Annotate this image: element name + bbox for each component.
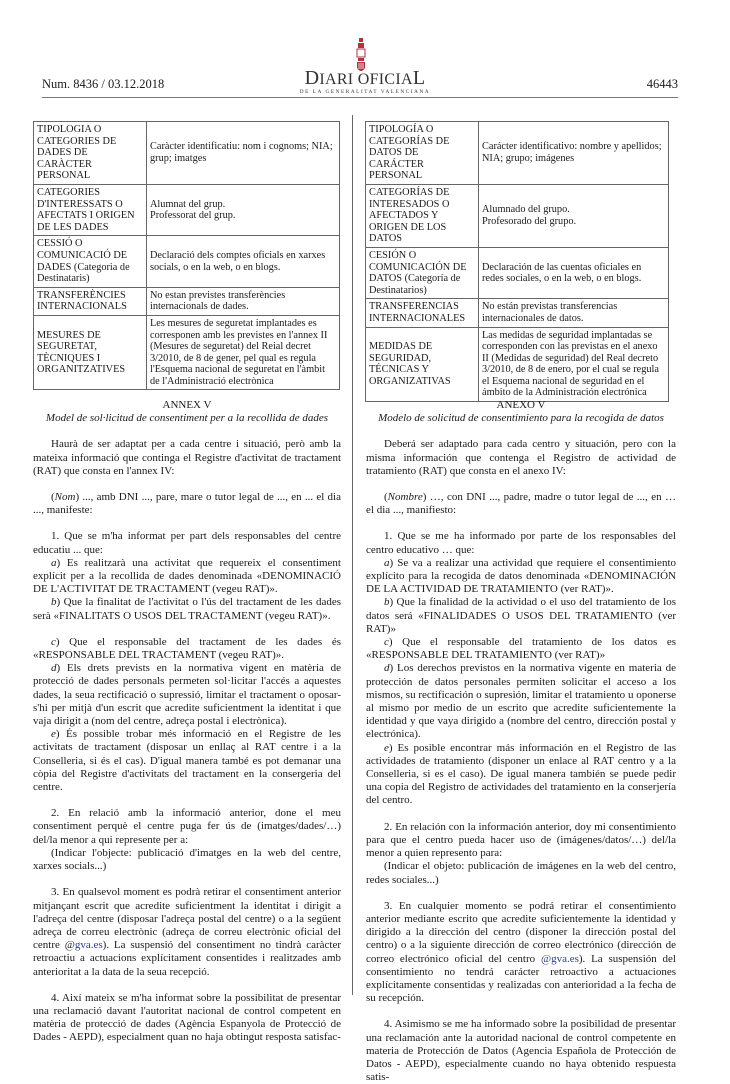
table-value: Alumnado del grupo. Profesorado del grupo.	[479, 184, 669, 247]
table-row	[34, 184, 340, 235]
item-d-text: ) Los derechos previstos en la normativa vigente en materia de protección de datos personales permiten solicitar el acceso a los mismos, su rectificación o supresión, limitar el tratamiento u oponerse al mismo por medio de un escrito que acredite suficientemente la identidad y que vaya dirigido a (nombre del centro, dirección postal y electrónica).	[366, 662, 676, 741]
table-row	[34, 315, 340, 390]
annex-subtitle: Model de sol·licitud de consentiment per a la recollida de dades	[45, 412, 329, 425]
paragraph-2: 2. En relació amb la informació anterior, done el meu consentiment perquè el centre puga fer ús de (imatges/dades/…) del/la menor a qui represente per a:	[33, 807, 341, 846]
header-rule	[42, 97, 678, 98]
item-c	[33, 636, 341, 662]
paragraph-4: 4. Així mateix se m'ha informat sobre la possibilitat de presentar una reclamació davant l'autoritat nacional de control competent en matèria de protecció de dades (Agència Espanyola de Protecció de Dades - AEPD), especialment quan no haja obtingut resposta satisfac-	[33, 991, 341, 1044]
item-b-text: ) Que la finalitat de l'activitat o l'ús del tractament de les dades serà «FINALITATS O USOS DEL TRACTAMENT (vegeu RAT)».	[33, 596, 341, 622]
item-b-label: b	[384, 596, 390, 609]
column-divider	[352, 115, 353, 995]
rat-table-spanish	[365, 121, 669, 402]
item-d-text: ) Els drets prevists en la normativa vigent en matèria de protecció de dades personals permeten sol·licitar l'accés a aquestes dades, la seua rectificació o supressió, limitar el tractament o oposar-s'hi per mitjà d'un escrit que acredite suficientment la identitat i que vaja dirigit a (nom del centre, adreça postal i electrònica).	[33, 662, 341, 728]
intro-paragraph: Deberá ser adaptado para cada centro y situación, pero con la misma información que contenga el Registro de actividad de tratamiento (RAT) que consta en el anexo IV:	[366, 438, 676, 477]
paragraph-3-text: 3. En cualquier momento se podrá retirar el consentimiento anterior mediante escrito que acredite suficientemente la identidad y dirigido a la dirección del centro (disponer la dirección postal del centro) o a la siguiente dirección de correo electrónico (dirección de correo electrónico oficial del centro	[366, 899, 676, 965]
paragraph-1: 1. Que se me ha informado por parte de los responsables del centro educativo … que:	[366, 530, 676, 556]
item-e-text: ) Es posible encontrar más información en el Registro de las actividades de tratamiento (disponer un enlace al RAT centro y a la Conselleria, si es el caso). De igual manera también se puede pedir una copia del Registro de actividades del tratamiento en la conserjería del centro.	[366, 741, 676, 807]
table-row	[34, 287, 340, 315]
table-row	[366, 299, 669, 327]
email-domain-link[interactable]: gva.es	[74, 939, 103, 952]
item-c	[366, 636, 676, 662]
table-row	[366, 122, 669, 185]
table-value: Carácter identificativo: nombre y apellidos; NIA; grupo; imágenes	[479, 122, 669, 185]
table-row	[34, 236, 340, 287]
item-e-text: ) És possible trobar més informació en el Registre de les activitats de tractament (disposar un enllaç al RAT centre i a la Conselleria, si és el cas). D'igual manera també es pot demanar una còpia del Registre d'activitats del tractament en la consergeria del centre.	[33, 728, 341, 794]
item-a	[366, 557, 676, 597]
item-c-label: c	[384, 636, 389, 649]
table-value: Caràcter identificatiu: nom i cognoms; NIA; grup; imatges	[147, 122, 340, 185]
table-key: CATEGORÍAS DE INTERESADOS O AFECTADOS Y ORIGEN DE LOS DATOS	[366, 184, 479, 247]
item-a-text: ) Se va a realizar una actividad que requiere el consentimiento explícito para la recogida de datos denominada «DENOMINACIÓN DE LA ACTIVIDAD DE TRATAMIENTO (ver RAT)».	[366, 556, 676, 596]
table-value: Declaración de las cuentas oficiales en redes sociales, o en la web, o en blogs.	[479, 247, 669, 298]
item-a	[33, 557, 341, 597]
table-row	[366, 327, 669, 402]
item-b	[366, 596, 676, 636]
table-value: No estan previstes transferències internacionals de dades.	[147, 287, 340, 315]
item-e	[366, 742, 676, 808]
email-domain-link[interactable]: @gva.es	[540, 952, 579, 965]
name-label: Nom	[54, 491, 76, 504]
brand-title	[285, 67, 445, 89]
paragraph-3	[33, 886, 341, 978]
table-row	[34, 122, 340, 185]
paragraph-2-indicate: (Indicar l'objecte: publicació d'imatges en la web del centre, xarxes socials...)	[33, 846, 341, 873]
item-c-text: ) Que el responsable del tractament de les dades és «RESPONSABLE DEL TRACTAMENT (vegeu RAT)».	[33, 635, 341, 662]
item-c-text: ) Que el responsable del tratamiento de los datos es «RESPONSABLE DEL TRATAMIENTO (ver RAT)»	[366, 636, 676, 662]
item-e-label: e	[384, 741, 389, 754]
name-paragraph: (Nombre) …, con DNI ..., padre, madre o tutor legal de ..., en … el dia ..., manifiesto:	[366, 491, 676, 517]
item-e-label: e	[51, 728, 56, 741]
table-value: Declaració dels comptes oficials en xarxes socials, o en la web, o en blogs.	[147, 236, 340, 287]
generalitat-coat-of-arms-icon	[356, 38, 366, 74]
rat-table-valencian	[33, 121, 340, 390]
table-row	[366, 247, 669, 298]
item-a-label: a	[384, 556, 390, 569]
table-row	[366, 184, 669, 247]
table-key: CESSIÓ O COMUNICACIÓ DE DADES (Categoria de Destinataris)	[34, 236, 147, 287]
table-key: MEDIDAS DE SEGURIDAD, TÉCNICAS Y ORGANIZATIVAS	[366, 327, 479, 402]
table-value: Les mesures de seguretat implantades es corresponen amb les previstes en l'annex II (Mesures de seguretat) del Reial decret 3/2010, de 8 de gener, pel qual es regula l'Esquema nacional de seguretat en l'àmbit de l'Administració electrònica	[147, 315, 340, 390]
table-key: TRANSFERENCIAS INTERNACIONALES	[366, 299, 479, 327]
table-key: TIPOLOGIA O CATEGORIES DE DADES DE CARÀCTER PERSONAL	[34, 122, 147, 185]
item-d	[366, 662, 676, 741]
intro-paragraph: Haurà de ser adaptat per a cada centre i situació, però amb la mateixa informació que continga el Registre d'activitat de tractament (RAT) que consta en l'annex IV:	[33, 438, 341, 477]
paragraph-1: 1. Que se m'ha informat per part dels responsables del centre educatiu ... que:	[33, 530, 341, 556]
table-key: CESIÓN O COMUNICACIÓN DE DATOS (Categoría de Destinatarios)	[366, 247, 479, 298]
annex-valencian	[33, 399, 341, 1045]
item-b-label: b	[51, 596, 57, 609]
page-number: 46443	[646, 77, 678, 91]
table-value: Alumnat del grup. Professorat del grup.	[147, 184, 340, 235]
annex-title: ANNEX V	[162, 399, 212, 411]
item-d	[33, 662, 341, 728]
name-text: ) …, con DNI ..., padre, madre o tutor legal de ..., en … el dia ..., manifiesto:	[366, 491, 676, 517]
paragraph-3-tail: ). La suspensión del consentimiento no tendrá carácter retroactivo a actuaciones explícitamente consentidas y realizadas con anterioridad a la fecha de su recepción.	[366, 952, 676, 1005]
item-d-label: d	[51, 662, 57, 675]
paragraph-3	[366, 900, 676, 1006]
item-b-text: ) Que la finalidad de la actividad o el uso del tratamiento de los datos será «FINALIDADES O USOS DEL TRATAMIENTO (ver RAT)»	[366, 596, 676, 635]
publication-brand	[285, 67, 445, 95]
table-value: Las medidas de seguridad implantadas se corresponden con las previstas en el anexo II (Medidas de seguridad) del Real decreto 3/2010, de 8 de enero, por el cual se regula el Esquema nacional de seguridad en el ámbito de la Administración electrónica	[479, 327, 669, 402]
issue-number: Num. 8436 / 03.12.2018	[42, 77, 165, 91]
annex-subtitle: Modelo de solicitud de consentimiento para la recogida de datos	[378, 412, 664, 425]
name-text: ) ..., amb DNI ..., pare, mare o tutor legal de ..., en ... el dia ..., manifeste:	[33, 491, 341, 517]
table-key: CATEGORIES D'INTERESSATS O AFECTATS I ORIGEN DE LES DADES	[34, 184, 147, 235]
brand-subtitle: DE LA GENERALITAT VALENCIANA	[299, 89, 431, 95]
paragraph-3-text: 3. En qualsevol moment es podrà retirar el consentiment anterior mitjançant escrit que acredite suficientment la identitat i dirigit a l'adreça del centre (disposar l'adreça postal del centre) o a la següent adreça de correu electrònic (adreça de correu electrònic oficial del centre @	[33, 886, 341, 952]
name-paragraph: (Nom) ..., amb DNI ..., pare, mare o tutor legal de ..., en ... el dia ..., manifeste:	[33, 491, 341, 517]
brand-title-final: L	[412, 67, 426, 89]
name-label: Nombre	[387, 491, 423, 504]
item-e	[33, 728, 341, 794]
annex-spanish	[366, 399, 676, 1084]
annex-title: ANEXO V	[496, 399, 546, 411]
item-a-label: a	[51, 556, 57, 569]
table-value: No están previstas transferencias internacionales de datos.	[479, 299, 669, 327]
paragraph-4: 4. Asimismo se me ha informado sobre la posibilidad de presentar una reclamación ante la autoridad nacional de control competente en materia de Protección de Datos (Agencia Española de Protección de Datos - AEPD), especialmente cuando no haya obtenido respuesta satis-	[366, 1018, 676, 1084]
item-b	[33, 596, 341, 622]
page-header	[0, 0, 730, 100]
table-key: TIPOLOGÍA O CATEGORÍAS DE DATOS DE CARÁCTER PERSONAL	[366, 122, 479, 185]
table-key: MESURES DE SEGURETAT, TÈCNIQUES I ORGANITZATIVES	[34, 315, 147, 390]
paragraph-3-tail: ). La suspensió del consentiment no tindrà caràcter retroactiu a actuacions explícitament consentides i realitzades amb anterioritat a la data de la seua recepció.	[33, 939, 341, 978]
item-a-text: ) Es realitzarà una activitat que requereix el consentiment explícit per a la recollida de dades denominada «DENOMINACIÓ DE L'ACTIVITAT DE TRACTAMENT (vegeu RAT)».	[33, 556, 341, 596]
brand-title-initial: D	[304, 67, 320, 89]
item-d-label: d	[384, 662, 390, 675]
paragraph-2: 2. En relación con la información anterior, doy mi consentimiento para que el centro pueda hacer uso de (imágenes/datos/…) del/la menor a quien represento para:	[366, 820, 676, 860]
item-c-label: c	[51, 635, 56, 648]
brand-title-middle: IARI OFICIA	[319, 71, 413, 88]
table-key: TRANSFERÈNCIES INTERNACIONALS	[34, 287, 147, 315]
paragraph-2-indicate: (Indicar el objeto: publicación de imágenes en la web del centro, redes sociales...)	[366, 860, 676, 886]
